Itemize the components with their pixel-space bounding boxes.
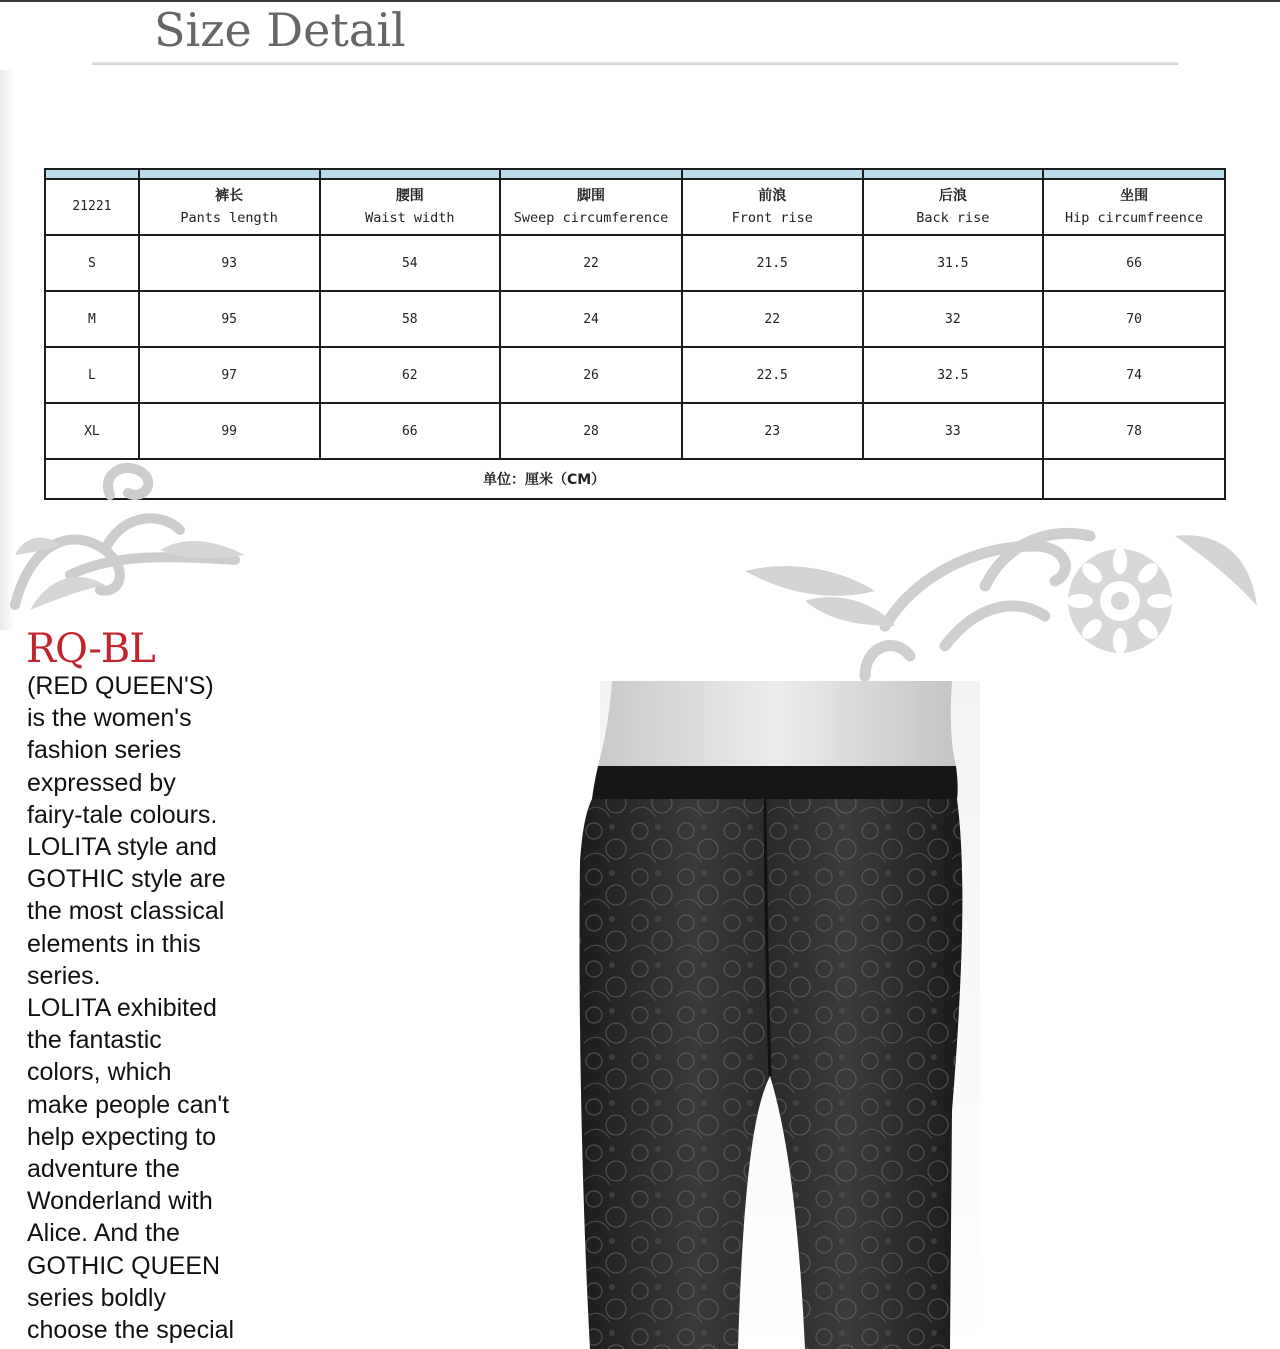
size-cell: L <box>45 347 139 403</box>
table-row <box>45 403 1225 459</box>
description-line: LOLITA exhibited <box>27 994 217 1023</box>
description-line: GOTHIC QUEEN <box>27 1251 221 1280</box>
brand-logo: RQ-BL <box>26 626 155 672</box>
table-cell: 31.5 <box>863 235 1044 291</box>
size-table <box>44 168 1226 500</box>
description-line: is the women's <box>27 704 192 733</box>
table-row <box>45 235 1225 291</box>
size-cell: XL <box>45 403 139 459</box>
description-line: GOTHIC style are <box>27 865 226 894</box>
table-cell: 74 <box>1043 347 1225 403</box>
table-cell: 28 <box>500 403 682 459</box>
column-header-cn: 坐围 <box>1120 188 1149 204</box>
table-cell: 70 <box>1043 291 1225 347</box>
description-line: colors, which <box>27 1058 172 1087</box>
column-header-front-rise <box>682 179 863 235</box>
table-cell: 33 <box>863 403 1044 459</box>
table-cell: 93 <box>139 235 320 291</box>
column-header-cn: 脚围 <box>577 188 606 204</box>
table-header-stripe <box>45 169 1225 179</box>
column-header-cn: 腰围 <box>395 188 424 204</box>
column-header-cn: 前浪 <box>758 188 787 204</box>
table-cell: 21.5 <box>682 235 863 291</box>
column-header-pants-length <box>139 179 320 235</box>
description-line: the fantastic <box>27 1026 162 1055</box>
flower-ornament-icon <box>1067 548 1173 654</box>
description-line: series. <box>27 961 101 990</box>
column-header-en: Pants length <box>180 210 278 226</box>
column-header-back-rise <box>863 179 1044 235</box>
description-line: Alice. And the <box>27 1219 180 1248</box>
brand-description <box>27 670 267 1346</box>
table-cell: 62 <box>320 347 501 403</box>
column-header-en: Back rise <box>916 210 990 226</box>
column-header-en: Waist width <box>365 210 455 226</box>
flourish-ornament-right <box>745 506 1260 686</box>
description-line: choose the special <box>27 1316 235 1345</box>
table-cell: 22 <box>500 235 682 291</box>
description-line: expressed by <box>27 768 176 797</box>
column-header-en: Front rise <box>731 210 813 226</box>
column-header-sweep-circumference <box>500 179 682 235</box>
table-cell: 24 <box>500 291 682 347</box>
column-header-cn: 后浪 <box>938 188 967 204</box>
table-cell: 26 <box>500 347 682 403</box>
table-cell: 66 <box>320 403 501 459</box>
table-row <box>45 291 1225 347</box>
description-line: the most classical <box>27 897 225 926</box>
table-cell: 22.5 <box>682 347 863 403</box>
unit-note-text: 单位：厘米（CM） <box>482 472 606 488</box>
description-line: fashion series <box>27 736 182 765</box>
description-line: fairy-tale colours. <box>27 800 218 829</box>
table-cell: 32 <box>863 291 1044 347</box>
size-cell: S <box>45 235 139 291</box>
description-line: (RED QUEEN'S) <box>27 672 214 700</box>
description-line: series boldly <box>27 1283 166 1312</box>
product-photo <box>260 681 1260 1349</box>
table-cell: 99 <box>139 403 320 459</box>
size-cell: M <box>45 291 139 347</box>
table-cell: 66 <box>1043 235 1225 291</box>
table-header-row <box>45 179 1225 235</box>
table-cell: 32.5 <box>863 347 1044 403</box>
table-row <box>45 347 1225 403</box>
description-line: help expecting to <box>27 1122 217 1151</box>
table-cell: 58 <box>320 291 501 347</box>
description-line: elements in this <box>27 929 201 958</box>
column-header-waist-width <box>320 179 501 235</box>
description-line: LOLITA style and <box>27 833 217 862</box>
table-cell: 97 <box>139 347 320 403</box>
column-header-en: Sweep circumference <box>513 210 669 226</box>
column-header-en: Hip circumfreence <box>1064 210 1204 226</box>
table-cell: 78 <box>1043 403 1225 459</box>
page-title: Size Detail <box>154 3 406 57</box>
column-header-cn: 裤长 <box>215 188 244 204</box>
description-line: Wonderland with <box>27 1187 213 1216</box>
empty-cell <box>1043 459 1225 499</box>
table-cell: 22 <box>682 291 863 347</box>
description-line: adventure the <box>27 1155 180 1184</box>
description-line: make people can't <box>27 1090 230 1119</box>
column-header-hip-circumference <box>1043 179 1225 235</box>
flourish-ornament-left <box>10 455 250 635</box>
table-cell: 95 <box>139 291 320 347</box>
table-cell: 23 <box>682 403 863 459</box>
table-cell: 54 <box>320 235 501 291</box>
title-underline <box>92 62 1178 65</box>
style-code-cell: 21221 <box>45 179 139 235</box>
